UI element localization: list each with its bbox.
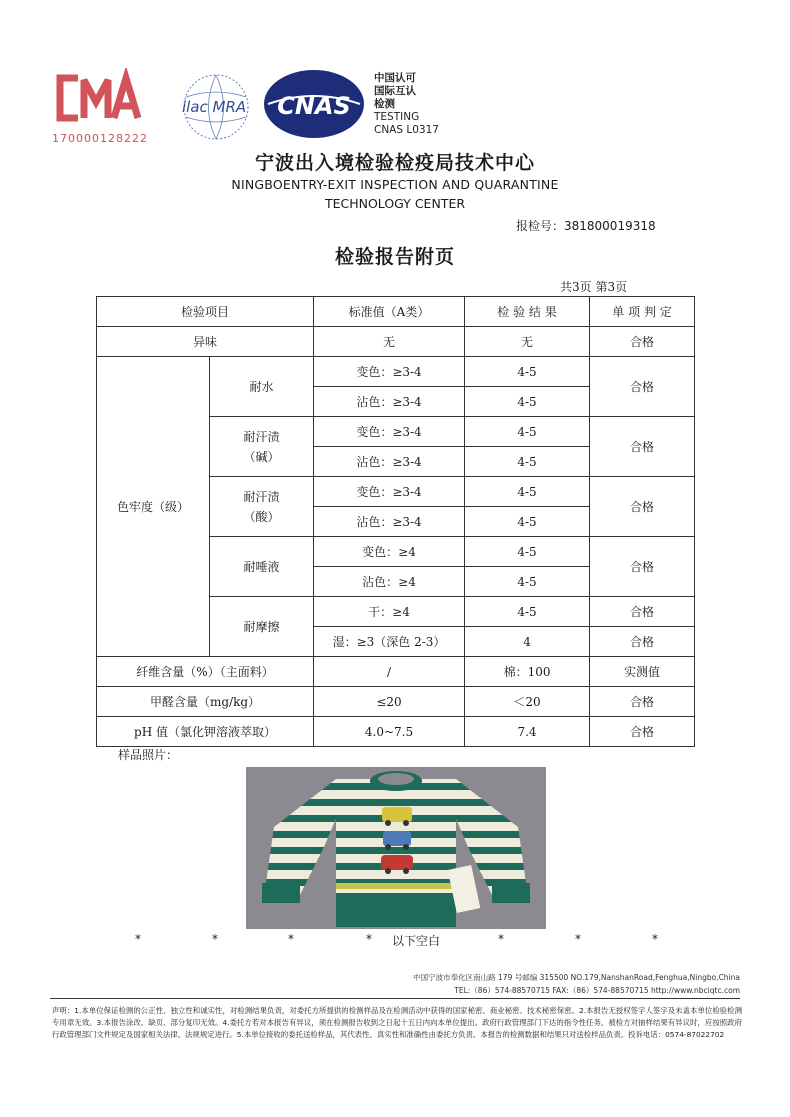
cell-verdict: 合格 (590, 537, 695, 597)
cell-result: 7.4 (465, 717, 590, 747)
sample-photo-label: 样品照片： (118, 748, 179, 762)
ilac-text: ilac MRA (182, 98, 247, 116)
report-number: 报检号：381800019318 (516, 219, 656, 233)
cell-test-name: 耐水 (210, 357, 314, 417)
table-row (97, 687, 695, 717)
cell-test-name: 耐摩擦 (210, 597, 314, 657)
cell-standard: 变色：≥3-4 (314, 417, 465, 447)
cell-result: 4-5 (465, 357, 590, 387)
table-header-row (97, 297, 695, 327)
table-row (97, 717, 695, 747)
star-mark: * (212, 932, 218, 946)
cell-fastness-label: 色牢度（级） (97, 357, 210, 657)
cell-verdict: 合格 (590, 687, 695, 717)
cell-verdict: 合格 (590, 327, 695, 357)
cell-result: 棉：100 (465, 657, 590, 687)
cell-verdict: 合格 (590, 627, 695, 657)
cell-standard: 变色：≥3-4 (314, 357, 465, 387)
results-table (96, 296, 695, 747)
footer-contact: TEL:（86）574-88570715 FAX:（86）574-88570715 http://www.nbciqtc.com (454, 986, 740, 995)
organization-name-en-line2: TECHNOLOGY CENTER (324, 196, 466, 211)
cell-verdict: 实测值 (590, 657, 695, 687)
document-title: 检验报告附页 (334, 246, 455, 268)
cell-result: 4-5 (465, 537, 590, 567)
test-name-line: 耐汗渍 (243, 429, 280, 444)
cell-result: 无 (465, 327, 590, 357)
cell-result: 4-5 (465, 567, 590, 597)
cell-standard: 干：≥4 (314, 597, 465, 627)
cell-standard: / (314, 657, 465, 687)
cell-standard: ≤20 (314, 687, 465, 717)
star-mark: * (288, 932, 294, 946)
cell-item: 甲醛含量（mg/kg） (97, 687, 314, 717)
header-item: 检验项目 (97, 297, 314, 327)
cell-result: 4-5 (465, 507, 590, 537)
cell-result: 4-5 (465, 417, 590, 447)
cell-result: ＜20 (465, 687, 590, 717)
star-mark: * (135, 932, 141, 946)
footer-address: 中国宁波市奉化区南山路 179 号邮编 315500 NO.179,NanshanRoad,Fenghua,Ningbo,China (413, 973, 740, 982)
cell-standard: 湿：≥3（深色 2-3） (314, 627, 465, 657)
star-mark: * (366, 932, 372, 946)
cnas-accreditation-text (374, 72, 439, 137)
cnas-side-line: 国际互认 (374, 85, 416, 97)
cell-result: 4-5 (465, 597, 590, 627)
cell-verdict: 合格 (590, 357, 695, 417)
cell-standard: 4.0~7.5 (314, 717, 465, 747)
cnas-side-line: 检测 (374, 98, 395, 110)
ilac-mra-logo (176, 72, 256, 142)
cell-verdict: 合格 (590, 477, 695, 537)
cell-item: 纤维含量（%）（主面料） (97, 657, 314, 687)
cma-certificate-number: 170000128222 (52, 132, 148, 145)
blank-text: 以下空白 (392, 934, 441, 948)
cell-result: 4-5 (465, 477, 590, 507)
cell-verdict: 合格 (590, 597, 695, 627)
cnas-logo (260, 66, 368, 142)
header-standard: 标准值（A类） (314, 297, 465, 327)
test-name-line: （碱） (243, 449, 280, 464)
cnas-side-line: 中国认可 (374, 72, 416, 84)
test-name-line: （酸） (243, 509, 280, 524)
header-verdict: 单 项 判 定 (590, 297, 695, 327)
sample-photo (246, 767, 546, 929)
page-info: 共3页 第3页 (560, 280, 628, 294)
footer-divider (50, 998, 740, 999)
cell-result: 4-5 (465, 387, 590, 417)
star-mark: * (498, 932, 504, 946)
cell-standard: 沾色：≥4 (314, 567, 465, 597)
table-row (97, 327, 695, 357)
cnas-side-line: CNAS L0317 (374, 124, 439, 136)
cell-standard: 变色：≥3-4 (314, 477, 465, 507)
cell-verdict: 合格 (590, 717, 695, 747)
header-result: 检 验 结 果 (465, 297, 590, 327)
cell-standard: 沾色：≥3-4 (314, 387, 465, 417)
star-mark: * (652, 932, 658, 946)
cell-standard: 变色：≥4 (314, 537, 465, 567)
footer-disclaimer: 声明：1.本单位保证检测的公正性、独立性和诚实性，对检测结果负责，对委托方所提供的检测样品及在检测活动中获得的国家秘密、商业秘密、技术秘密保密。2.本报告无授权签字人签字及未盖本单位检验检测专用章无效。3.本报告涂改、缺页、部分复印无效。4.委托方若对本报告有异议，须在检测报告收到之日起十五日内向本单位提出。政府行政管理部门下达的指令性任务，被检方对抽样结果有异议时，应按照政府行政管理部门文件规定及国家相关法律、法规规定进行。5.本单位接收的委托送检样品，其代表性、真实性和准确性由委托方负责。本报告的检测数据和结果只对送检样品负责。投诉电话：0574-87022702 (52, 1006, 742, 1039)
cell-test-name (210, 417, 314, 477)
cell-result: 4 (465, 627, 590, 657)
test-name-line: 耐汗渍 (243, 489, 280, 504)
cell-standard: 沾色：≥3-4 (314, 507, 465, 537)
cell-item: 异味 (97, 327, 314, 357)
cell-result: 4-5 (465, 447, 590, 477)
blank-marker-line (0, 932, 790, 952)
table-row (97, 357, 695, 387)
cell-standard: 无 (314, 327, 465, 357)
cnas-logo-text: CNAS (277, 92, 351, 120)
organization-name-cn: 宁波出入境检验检疫局技术中心 (254, 152, 535, 174)
cnas-side-line: TESTING (374, 111, 420, 123)
cell-test-name (210, 477, 314, 537)
cma-logo (50, 68, 150, 128)
table-row (97, 657, 695, 687)
star-mark: * (575, 932, 581, 946)
cell-test-name: 耐唾液 (210, 537, 314, 597)
organization-name-en-line1: NINGBOENTRY-EXIT INSPECTION AND QUARANTINE (231, 177, 559, 192)
cell-verdict: 合格 (590, 417, 695, 477)
cell-item: pH 值（氯化钾溶液萃取） (97, 717, 314, 747)
cell-standard: 沾色：≥3-4 (314, 447, 465, 477)
